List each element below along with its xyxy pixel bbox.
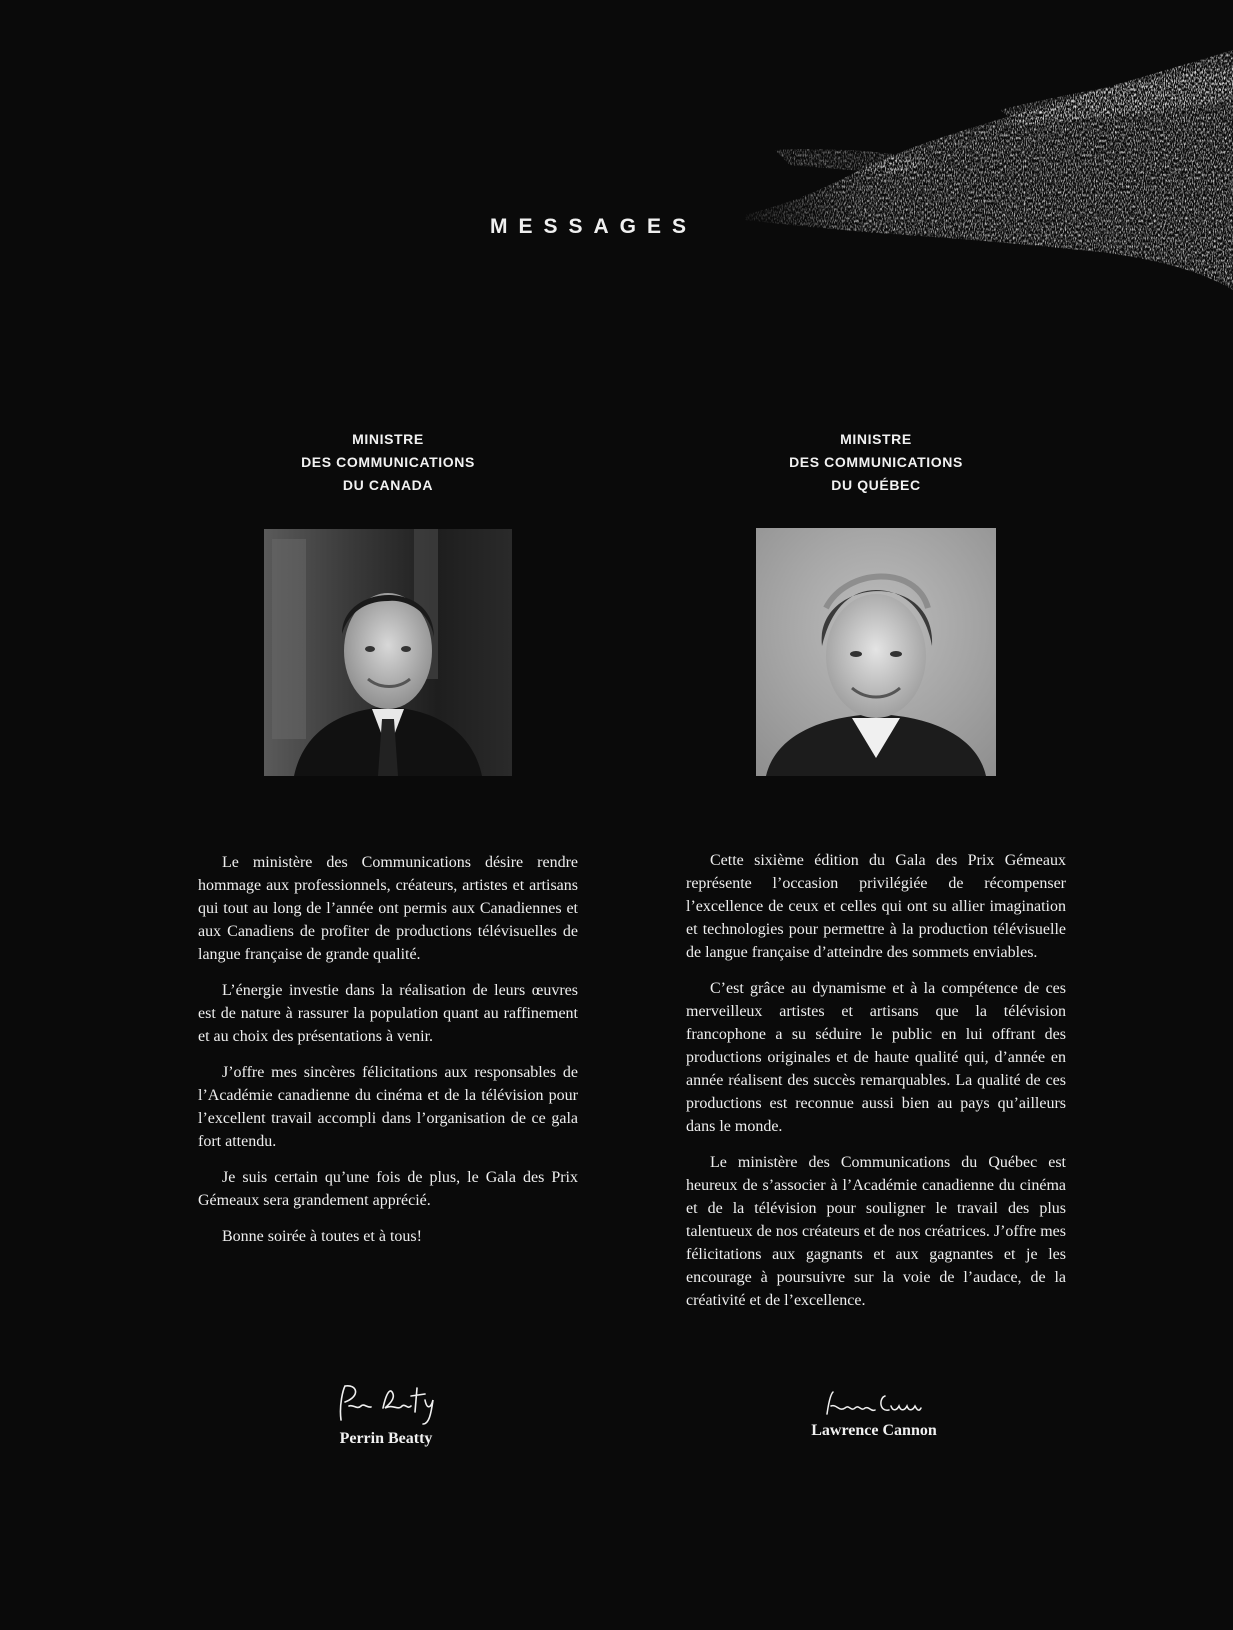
left-message-column <box>198 428 578 1261</box>
left-signature-graphic <box>331 1380 441 1426</box>
left-paragraph: Je suis certain qu’une fois de plus, le Gala des Prix Gémeaux sera grandement apprécié. <box>198 1169 578 1209</box>
left-paragraph: Le ministère des Communications désire rendre hommage aux professionnels, créateurs, artistes et artisans qui tout au long de l’année ont permis aux Canadiennes et aux Canadiens de profiter de productions télévisuelles de langue française de grande qualité. <box>198 854 578 963</box>
left-paragraph: J’offre mes sincères félicitations aux responsables de l’Académie canadienne du cinéma et de la télévision pour l’excellent travail accompli dans l’organisation de ce gala fort attendu. <box>198 1064 578 1150</box>
right-paragraph: Cette sixième édition du Gala des Prix Gémeaux représente l’occasion privilégiée de récompenser l’excellence de ceux et celles qui ont su allier imagination et technologies pour permettre à la production télévisuelle de langue française d’atteindre des sommets enviables. <box>686 852 1066 961</box>
left-paragraph: Bonne soirée à toutes et à tous! <box>222 1228 422 1245</box>
left-paragraph: L’énergie investie dans la réalisation de leurs œuvres est de nature à rassurer la population quant au raffinement et au choix des présentations à venir. <box>198 982 578 1045</box>
right-title <box>686 428 1066 497</box>
right-title-line: DES COMMUNICATIONS <box>789 454 963 470</box>
right-paragraph: C’est grâce au dynamisme et à la compétence de ces merveilleux artistes et artisans que la télévision francophone a su séduire le public en lui offrant des productions originales et de haute qualité qui, d’année en année réalisent des succès remarquables. La qualité de ces productions est reconnue aussi bien au pays qu’ailleurs dans le monde. <box>686 980 1066 1135</box>
right-message-column <box>686 428 1066 1325</box>
right-signature-block <box>724 1388 1024 1440</box>
page-heading: MESSAGES <box>490 215 698 238</box>
left-portrait-photo <box>264 529 512 776</box>
right-signature-graphic <box>819 1388 929 1418</box>
right-signature-name: Lawrence Cannon <box>811 1422 937 1439</box>
right-message-text <box>686 849 1066 1312</box>
left-message-text <box>198 851 578 1248</box>
right-paragraph: Le ministère des Communications du Québec est heureux de s’associer à l’Académie canadienne du cinéma et de la télévision pour souligner le travail des plus talentueux de nos créateurs et de nos créatrices. J’offre mes félicitations aux gagnants et aux gagnantes et je les encourage à poursuivre sur la voie de l’audace, de la créativité et de l’excellence. <box>686 1154 1066 1309</box>
left-title-line: DES COMMUNICATIONS <box>301 454 475 470</box>
left-title-line: MINISTRE <box>352 431 424 447</box>
right-title-line: DU QUÉBEC <box>831 477 921 493</box>
right-title-line: MINISTRE <box>840 431 912 447</box>
left-title <box>198 428 578 497</box>
left-title-line: DU CANADA <box>342 477 434 493</box>
left-signature-block <box>236 1380 536 1448</box>
right-portrait-photo <box>756 528 996 776</box>
left-signature-name: Perrin Beatty <box>339 1430 433 1447</box>
brush-stroke-graphic <box>0 0 1233 320</box>
